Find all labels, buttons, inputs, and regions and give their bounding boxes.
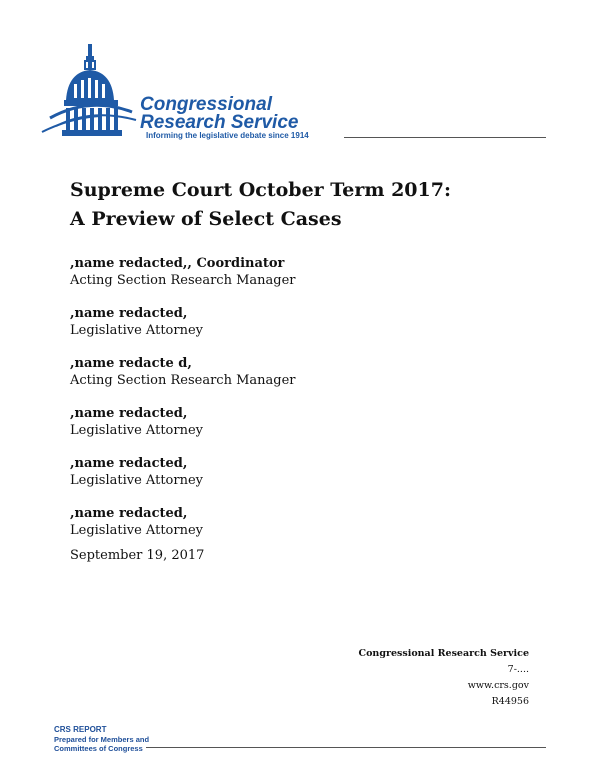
report-title bbox=[70, 176, 451, 234]
brand-name-line1: Congressional bbox=[140, 94, 272, 115]
author-role: Legislative Attorney bbox=[70, 423, 203, 438]
crs-report-footer bbox=[54, 725, 149, 753]
crs-org-name: Congressional Research Service bbox=[358, 648, 529, 659]
report-date: September 19, 2017 bbox=[70, 548, 205, 563]
author-name: ,name redacted, bbox=[70, 306, 188, 321]
author-entry bbox=[70, 455, 295, 489]
report-number: R44956 bbox=[491, 696, 529, 707]
brand-tagline: Informing the legislative debate since 1914 bbox=[146, 131, 309, 140]
tagline-rule bbox=[344, 137, 546, 138]
author-role: Acting Section Research Manager bbox=[70, 373, 296, 388]
title-line1: Supreme Court October Term 2017: bbox=[70, 179, 451, 201]
author-entry bbox=[70, 355, 295, 389]
footer-line2: Prepared for Members and bbox=[54, 735, 150, 744]
author-entry bbox=[70, 305, 295, 339]
author-name: ,name redacte d, bbox=[70, 356, 192, 371]
title-line2: A Preview of Select Cases bbox=[70, 208, 342, 230]
crs-info-block bbox=[359, 646, 529, 710]
author-list bbox=[70, 255, 295, 555]
crs-phone: 7-.... bbox=[507, 664, 529, 675]
crs-website: www.crs.gov bbox=[467, 680, 529, 691]
author-name: ,name redacted, bbox=[70, 406, 188, 421]
author-name: ,name redacted, bbox=[70, 506, 188, 521]
author-entry bbox=[70, 255, 295, 289]
capitol-dome-icon bbox=[0, 0, 145, 145]
author-role: Acting Section Research Manager bbox=[70, 273, 296, 288]
brand-name-line2: Research Service bbox=[140, 112, 299, 133]
footer-line3: Committees of Congress bbox=[54, 744, 143, 753]
author-role: Legislative Attorney bbox=[70, 523, 203, 538]
footer-line1: CRS REPORT bbox=[54, 725, 107, 734]
crs-logo bbox=[0, 0, 600, 160]
footer-rule bbox=[146, 747, 546, 748]
author-role: Legislative Attorney bbox=[70, 473, 203, 488]
author-entry bbox=[70, 505, 295, 539]
author-entry bbox=[70, 405, 295, 439]
author-name: ,name redacted,, Coordinator bbox=[70, 256, 285, 271]
author-role: Legislative Attorney bbox=[70, 323, 203, 338]
author-name: ,name redacted, bbox=[70, 456, 188, 471]
